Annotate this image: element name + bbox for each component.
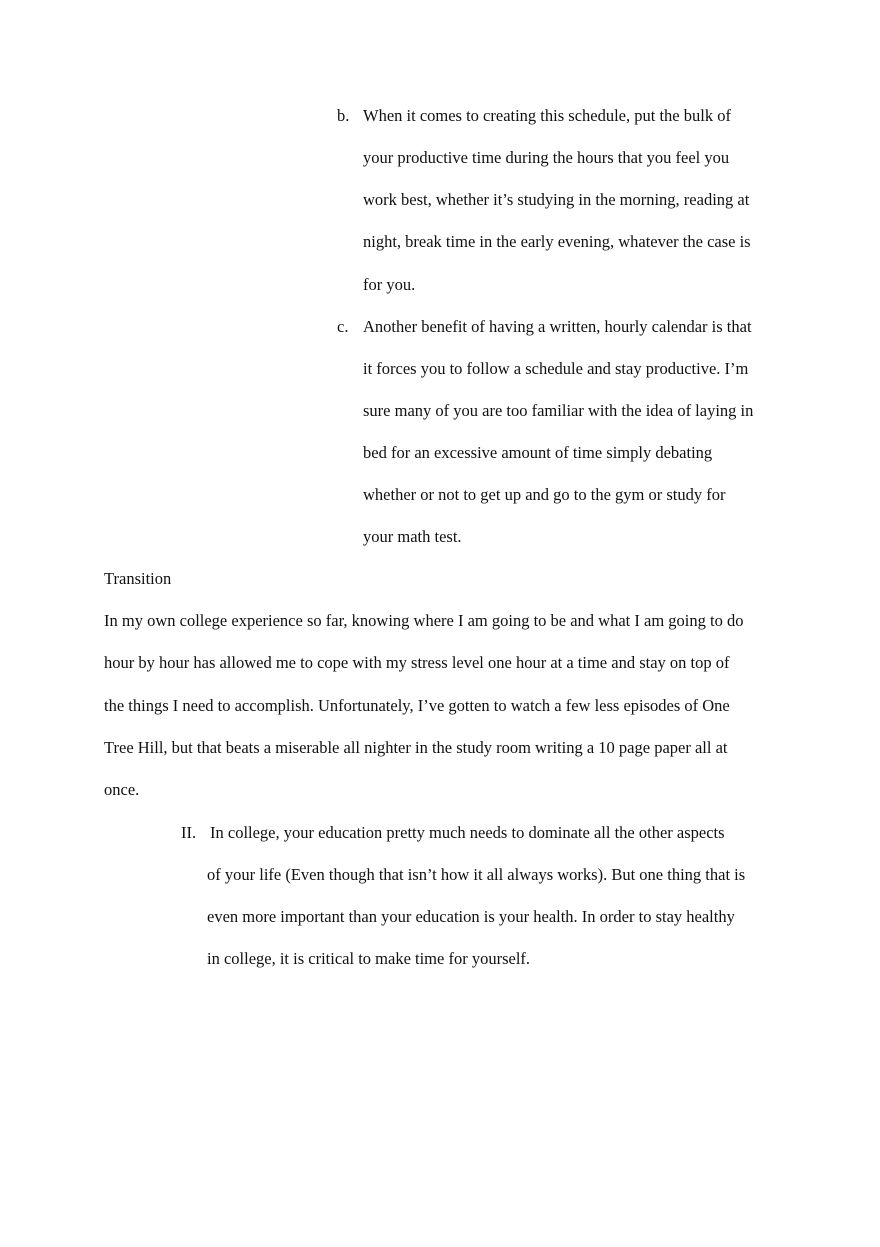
text-line: of your life (Even though that isn’t how it all always works). But one thing that is [207, 865, 746, 884]
text-line: for you. [363, 275, 416, 294]
list-marker: c. [337, 317, 349, 336]
text-line: sure many of you are too familiar with the idea of laying in [363, 401, 754, 420]
text-line: Tree Hill, but that beats a miserable all nighter in the study room writing a 10 page paper all at [104, 738, 728, 757]
text-line: Another benefit of having a written, hourly calendar is that [363, 317, 752, 336]
text-line: night, break time in the early evening, whatever the case is [363, 232, 751, 251]
text-line: once. [104, 780, 140, 799]
text-line: In college, your education pretty much needs to dominate all the other aspects [210, 823, 725, 842]
transition-heading: Transition [104, 569, 172, 588]
text-line: whether or not to get up and go to the gym or study for [363, 485, 726, 504]
text-line: When it comes to creating this schedule, put the bulk of [363, 106, 731, 125]
text-line: In my own college experience so far, knowing where I am going to be and what I am going to do [104, 611, 744, 630]
text-line: the things I need to accomplish. Unfortunately, I’ve gotten to watch a few less episodes of One [104, 696, 730, 715]
text-line: in college, it is critical to make time for yourself. [207, 949, 531, 968]
text-line: hour by hour has allowed me to cope with my stress level one hour at a time and stay on top of [104, 653, 730, 672]
list-marker: II. [181, 823, 197, 842]
list-marker: b. [337, 106, 350, 125]
text-line: work best, whether it’s studying in the morning, reading at [363, 190, 750, 209]
text-line: even more important than your education is your health. In order to stay healthy [207, 907, 735, 926]
text-line: your math test. [363, 527, 462, 546]
text-line: your productive time during the hours that you feel you [363, 148, 730, 167]
text-line: it forces you to follow a schedule and stay productive. I’m [363, 359, 749, 378]
text-line: bed for an excessive amount of time simply debating [363, 443, 713, 462]
